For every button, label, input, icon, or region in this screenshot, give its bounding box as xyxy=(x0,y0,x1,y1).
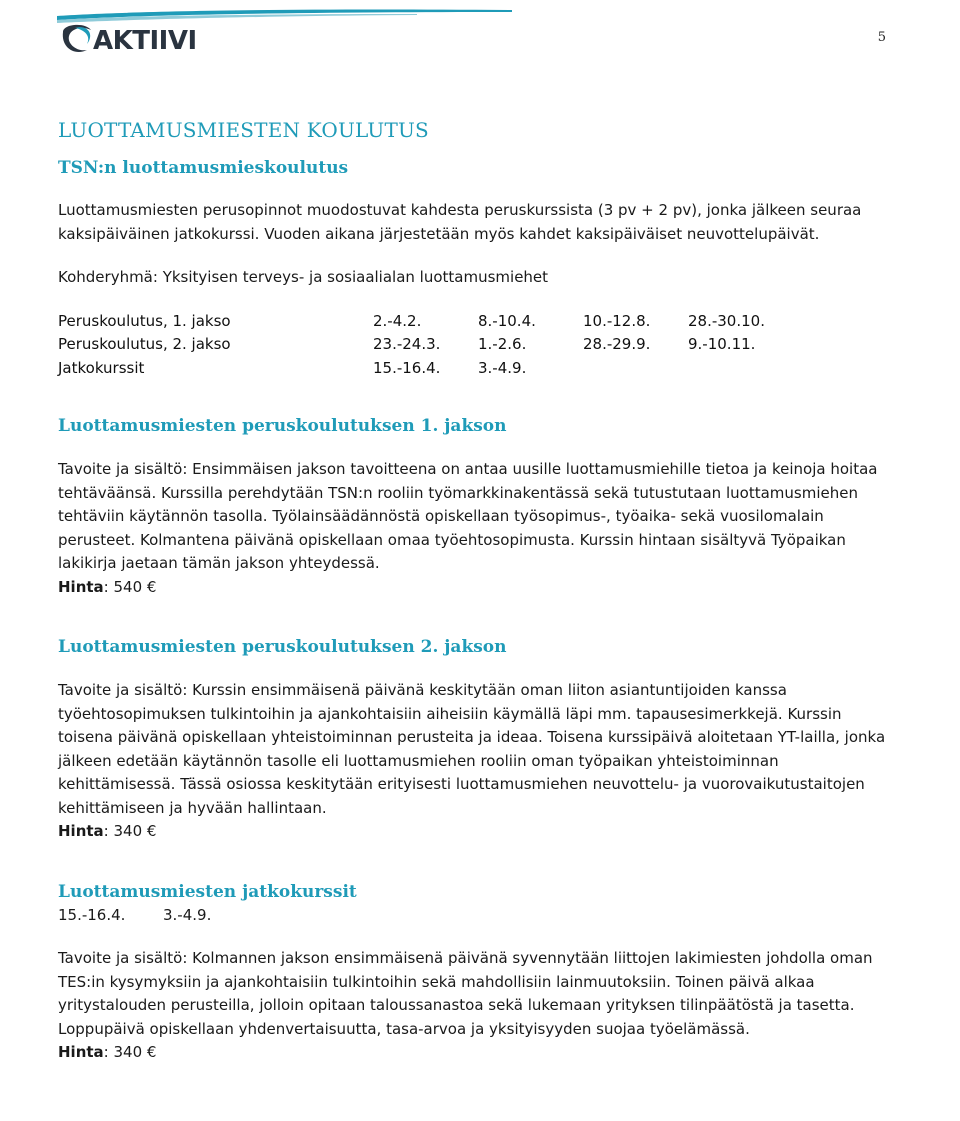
schedule-date: 9.-10.11. xyxy=(688,335,756,353)
target-group: Kohderyhmä: Yksityisen terveys- ja sosiaalialan luottamusmiehet xyxy=(58,268,549,286)
page-number: 5 xyxy=(877,30,886,45)
schedule-date: 15.-16.4. xyxy=(373,358,441,377)
section1-price xyxy=(58,576,898,600)
section3-heading: Luottamusmiesten jatkokurssit xyxy=(58,881,357,902)
document-body xyxy=(58,118,898,1065)
schedule-date: 8.-10.4. xyxy=(478,311,536,330)
price-label: Hinta xyxy=(58,822,104,840)
schedule-date: 28.-30.10. xyxy=(688,311,765,330)
schedule-row xyxy=(58,333,898,357)
document-subtitle: TSN:n luottamusmieskoulutus xyxy=(58,158,349,178)
price-value: : 340 € xyxy=(103,1043,157,1061)
schedule-row xyxy=(58,310,898,334)
section2-body: Tavoite ja sisältö: Kurssin ensimmäisenä päivänä keskitytään oman liiton asiantuntijoiden kanssa työehtosopimuksen tulkintoihin ja ajankohtaisiin aiheisiin käymällä läpi mm. tapausesimerkkejä. Kurssin toisena päivänä opiskellaan yhteistoiminnan perusteita ja ideaa. Toisena kurssipäivä aloitetaan YT-lailla, jonka jälkeen edetään käytännön tasolle eli luottamusmiehen rooliin oman työpaikan yhteistoiminnan kehittämisessä. Tässä osiossa keskitytään erityisesti luottamusmiehen neuvottelu- ja vuorovaikutustaitojen kehittämiseen ja hyvään hallintaan. xyxy=(58,681,886,817)
schedule-date: 3.-4.9. xyxy=(478,358,527,377)
section3-price xyxy=(58,1041,898,1065)
schedule-date: 2.-4.2. xyxy=(373,311,422,330)
price-value: : 540 € xyxy=(103,577,157,596)
schedule-date: 1.-2.6. xyxy=(478,335,527,353)
section3-dates xyxy=(58,904,898,928)
schedule-date: 28.-29.9. xyxy=(583,335,651,353)
section1-body: Tavoite ja sisältö: Ensimmäisen jakson tavoitteena on antaa uusille luottamusmiehille tietoa ja keinoja hoitaa tehtäväänsä. Kurssilla perehdytään TSN:n rooliin työmarkkinakentässä sekä tutustutaan luottamusmiehen tehtäviin käytännön tasolla. Työlainsäädännöstä opiskellaan työsopimus-, työaika- sekä vuosilomalain perusteet. Kolmantena päivänä opiskellaan omaa työehtosopimusta. Kurssin hintaan sisältyvä Työpaikan lakikirja jaetaan tämän jakson yhteydessä. xyxy=(58,460,878,572)
schedule-table xyxy=(58,310,898,381)
document-title: LUOTTAMUSMIESTEN KOULUTUS xyxy=(58,118,429,142)
schedule-date: 10.-12.8. xyxy=(583,311,651,330)
schedule-name: Jatkokurssit xyxy=(58,358,145,377)
page-header xyxy=(0,0,960,70)
section2-heading: Luottamusmiesten peruskoulutuksen 2. jakson xyxy=(58,637,507,657)
section3-date: 3.-4.9. xyxy=(163,905,212,924)
section1-heading: Luottamusmiesten peruskoulutuksen 1. jakson xyxy=(58,416,507,436)
logo-text: AKTIIVI xyxy=(93,26,197,56)
intro-paragraph: Luottamusmiesten perusopinnot muodostuvat kahdesta peruskurssista (3 pv + 2 pv), jonka jälkeen seuraa kaksipäiväinen jatkokurssi. Vuoden aikana järjestetään myös kahdet kaksipäiväiset neuvottelupäivät. xyxy=(58,201,862,243)
schedule-name: Peruskoulutus, 2. jakso xyxy=(58,335,231,353)
section3-body: Tavoite ja sisältö: Kolmannen jakson ensimmäisenä päivänä syvennytään liittojen lakimiesten johdolla oman TES:in kysymyksiin ja ajankohtaisiin tulkintoihin sekä mahdollisiin lainmuutoksiin. Toinen päivä alkaa yritystalouden perusteilla, jolloin opitaan taloussanastoa sekä lukemaan yrityksen tilinpäätöstä ja tasetta. Loppupäivä opiskellaan yhdenvertaisuutta, tasa-arvoa ja yksityisyyden suojaa työelämässä. xyxy=(58,949,873,1038)
schedule-date: 23.-24.3. xyxy=(373,335,441,353)
schedule-name: Peruskoulutus, 1. jakso xyxy=(58,311,231,330)
schedule-row xyxy=(58,357,898,381)
section3-date: 15.-16.4. xyxy=(58,905,126,924)
schedule-date xyxy=(583,357,688,381)
price-value: : 340 € xyxy=(103,822,157,840)
aktiivi-logo xyxy=(57,6,517,64)
section2-price xyxy=(58,820,898,844)
price-label: Hinta xyxy=(58,1043,104,1061)
schedule-date xyxy=(688,357,788,381)
price-label: Hinta xyxy=(58,577,104,596)
